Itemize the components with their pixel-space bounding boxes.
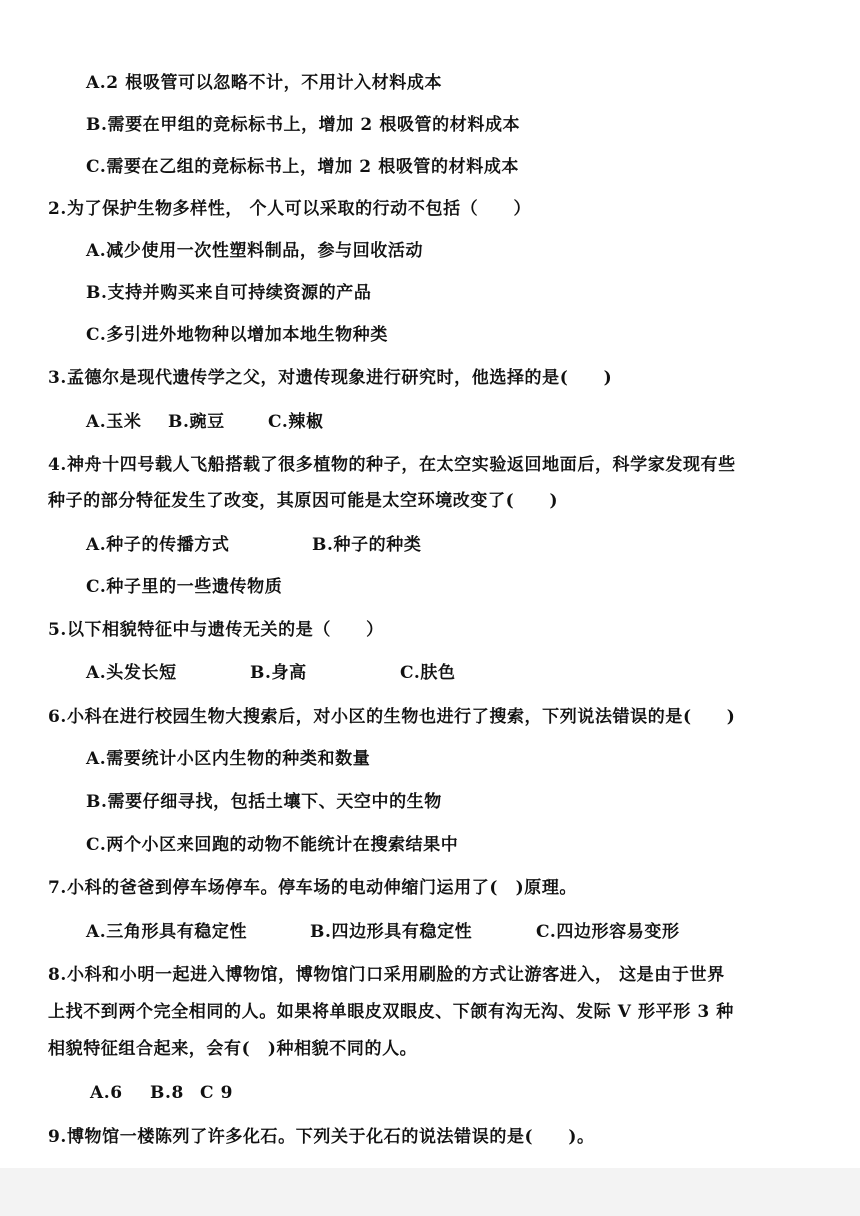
page-bottom-margin (0, 1168, 860, 1216)
q1-option-c: C.需要在乙组的竞标标书上，增加 2 根吸管的材料成本 (86, 157, 520, 177)
q8-stem-line-2: 上找不到两个完全相同的人。如果将单眼皮双眼皮、下颌有沟无沟、发际 V 形平形 3 种 (48, 1002, 734, 1022)
q4-stem-line-2: 种子的部分特征发生了改变，其原因可能是太空环境改变了( ) (48, 491, 559, 511)
q3-stem: 3.孟德尔是现代遗传学之父，对遗传现象进行研究时，他选择的是( ) (48, 368, 613, 388)
q6-option-c: C.两个小区来回跑的动物不能统计在搜索结果中 (86, 835, 459, 855)
q5-option-b: B.身高 (250, 663, 307, 683)
q3-option-c: C.辣椒 (268, 412, 324, 432)
q1-option-b: B.需要在甲组的竞标标书上，增加 2 根吸管的材料成本 (86, 115, 521, 135)
q2-stem: 2.为了保护生物多样性， 个人可以采取的行动不包括（ ） (48, 199, 532, 219)
q8-option-b: B.8 (150, 1083, 184, 1103)
q6-option-b: B.需要仔细寻找，包括土壤下、天空中的生物 (86, 792, 442, 812)
q1-option-a: A.2 根吸管可以忽略不计，不用计入材料成本 (86, 73, 443, 93)
q4-option-a: A.种子的传播方式 (86, 535, 230, 555)
q8-option-a: A.6 (90, 1083, 123, 1103)
q6-option-a: A.需要统计小区内生物的种类和数量 (86, 749, 371, 769)
q2-option-b: B.支持并购买来自可持续资源的产品 (86, 283, 372, 303)
q4-stem-line-1: 4.神舟十四号载人飞船搭载了很多植物的种子，在太空实验返回地面后，科学家发现有些 (48, 455, 736, 475)
q9-stem: 9.博物馆一楼陈列了许多化石。下列关于化石的说法错误的是( )。 (48, 1127, 595, 1147)
q5-option-c: C.肤色 (400, 663, 456, 683)
q5-option-a: A.头发长短 (86, 663, 177, 683)
q5-stem: 5.以下相貌特征中与遗传无关的是（ ） (48, 620, 384, 640)
q8-option-c: C 9 (200, 1083, 234, 1103)
q8-stem-line-3: 相貌特征组合起来，会有( )种相貌不同的人。 (48, 1039, 418, 1059)
q4-option-c: C.种子里的一些遗传物质 (86, 577, 283, 597)
q3-option-a: A.玉米 (86, 412, 142, 432)
q6-stem: 6.小科在进行校园生物大搜索后，对小区的生物也进行了搜索，下列说法错误的是( ) (48, 707, 736, 727)
q7-option-b: B.四边形具有稳定性 (310, 922, 473, 942)
q2-option-a: A.减少使用一次性塑料制品，参与回收活动 (86, 241, 424, 261)
q3-option-b: B.豌豆 (168, 412, 225, 432)
q2-option-c: C.多引进外地物种以增加本地生物种类 (86, 325, 388, 345)
q4-option-b: B.种子的种类 (312, 535, 422, 555)
q7-option-a: A.三角形具有稳定性 (86, 922, 248, 942)
q7-option-c: C.四边形容易变形 (536, 922, 680, 942)
q8-stem-line-1: 8.小科和小明一起进入博物馆，博物馆门口采用刷脸的方式让游客进入， 这是由于世界 (48, 965, 725, 985)
q7-stem: 7.小科的爸爸到停车场停车。停车场的电动伸缩门运用了( )原理。 (48, 878, 578, 898)
